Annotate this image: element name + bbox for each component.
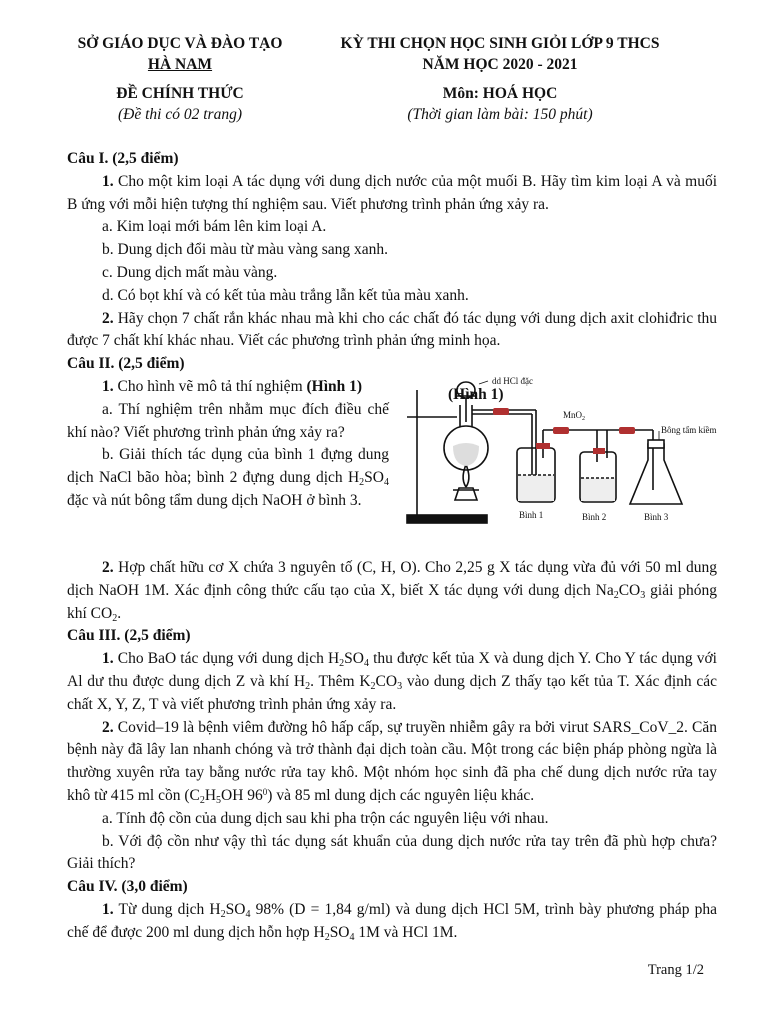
official-exam-label: ĐỀ CHÍNH THỨC — [116, 85, 244, 102]
school-year: NĂM HỌC 2020 - 2021 — [422, 56, 578, 73]
label-hcl: dd HCl đặc — [492, 375, 533, 386]
question-3-option-b: b. Với độ cồn như vậy thì tác dụng sát khuẩn của dung dịch nước rửa tay trên đã phù hợp chưa? Giải thích? — [67, 832, 717, 873]
time-allowed: (Thời gian làm bài: 150 phút) — [407, 106, 593, 123]
question-1-title: Câu I. (2,5 điểm) — [67, 150, 179, 167]
question-2-part-1-block — [67, 376, 717, 557]
exam-title: KỲ THI CHỌN HỌC SINH GIỎI LỚP 9 THCS — [340, 35, 660, 52]
question-2-part-1: 1. Cho hình vẽ mô tả thí nghiệm (Hình 1) — [102, 377, 363, 395]
question-1-option-d: d. Có bọt khí và có kết tủa màu trắng lẫn kết tủa màu xanh. — [102, 286, 469, 304]
experiment-diagram — [397, 370, 727, 556]
question-3-option-a: a. Tính độ cồn của dung dịch sau khi pha trộn các nguyên liệu với nhau. — [102, 809, 549, 827]
page-count-note: (Đề thi có 02 trang) — [118, 106, 242, 123]
page-number: Trang 1/2 — [647, 962, 704, 978]
question-1-part-2: 2. Hãy chọn 7 chất rắn khác nhau mà khi cho các chất đó tác dụng với dung dịch axit clohiđric thu được 7 chất khí khác nhau. Viết các phương trình phản ứng minh họa. — [67, 309, 717, 350]
header-right — [300, 33, 700, 125]
province-name: HÀ NAM — [147, 56, 213, 73]
question-4-part-1: 1. Từ dung dịch $H_2SO_4$ 98% (D = 1,84 g/ml) và dung dịch HCl 5M, trình bày phương pháp pha chế để được 200 ml dung dịch hỗn hợp $H_2SO_4$ 1M và HCl 1M. — [67, 900, 718, 943]
label-bottle-1: Bình 1 — [519, 509, 544, 520]
question-1-option-a: a. Kim loại mới bám lên kim loại A. — [102, 218, 327, 236]
question-2-option-b: b. Giải thích tác dụng của bình 1 đựng dung dịch NaCl bão hòa; bình 2 đựng dung dịch $H_2SO_4$ đặc và nút bông tẩm dung dịch NaOH ở bình 3. — [67, 446, 389, 509]
question-1-option-b: b. Dung dịch đổi màu từ màu vàng sang xanh. — [102, 241, 389, 259]
question-2-part-1-text — [67, 376, 389, 513]
header-left — [50, 33, 310, 125]
subject: Môn: HOÁ HỌC — [442, 85, 558, 102]
figure-caption: (Hình 1) — [448, 386, 504, 403]
question-1-part-1: 1. Cho một kim loại A tác dụng với dung dịch nước của một muối B. Hãy tìm kim loại A và muối B ứng với mỗi hiện tượng thí nghiệm sau. Viết phương trình phản ứng xảy ra. — [67, 172, 717, 213]
question-3-part-1: 1. Cho BaO tác dụng với dung dịch $H_2SO_4$ thu được kết tủa X và dung dịch Y. Cho Y tác dụng với Al dư thu được dung dịch Z và khí $H_2$. Thêm $K_2CO_3$ vào dung dịch Z thấy tạo kết tủa T. Xác định các chất X, Y, Z, T và viết phương trình phản ứng xảy ra. — [67, 650, 718, 713]
question-3-part-2: 2. Covid–19 là bệnh viêm đường hô hấp cấp, sự truyền nhiễm gây ra bởi virut SARS_CoV_2. Căn bệnh này đã lây lan nhanh chóng và trở thành đại dịch toàn cầu. Một trong các biện pháp phòng ngừa là thường xuyên rửa tay bằng nước rửa tay khô. Một nhóm học sinh đã pha chế dung dịch nước rửa tay khô từ 415 ml cồn ($C_2H_5OH$ $96^0$) và 85 ml dung dịch các nguyên liệu khác. — [67, 718, 717, 806]
label-bottle-3: Bình 3 — [644, 511, 669, 522]
question-2-title: Câu II. (2,5 điểm) — [67, 355, 185, 373]
label-cotton: Bông tẩm kiềm — [661, 424, 717, 435]
exam-content — [67, 148, 717, 945]
question-2-part-2: 2. Hợp chất hữu cơ X chứa 3 nguyên tố (C, H, O). Cho 2,25 g X tác dụng vừa đủ với 50 ml dung dịch NaOH 1M. Xác định công thức cấu tạo của X, biết X tác dụng với dung dịch $Na_2CO_3$ giải phóng khí $CO_2$. — [67, 558, 717, 624]
question-4-title: Câu IV. (3,0 điểm) — [67, 878, 188, 896]
label-bottle-2: Bình 2 — [582, 511, 607, 522]
question-1-option-c: c. Dung dịch mất màu vàng. — [102, 263, 278, 281]
question-2-option-a: a. Thí nghiệm trên nhằm mục đích điều chế khí nào? Viết phương trình phản ứng xảy ra? — [67, 400, 389, 441]
question-3-title: Câu III. (2,5 điểm) — [67, 627, 191, 645]
department-name: SỞ GIÁO DỤC VÀ ĐÀO TẠO — [77, 35, 283, 52]
label-mno2: MnO$_2$ — [563, 409, 586, 422]
